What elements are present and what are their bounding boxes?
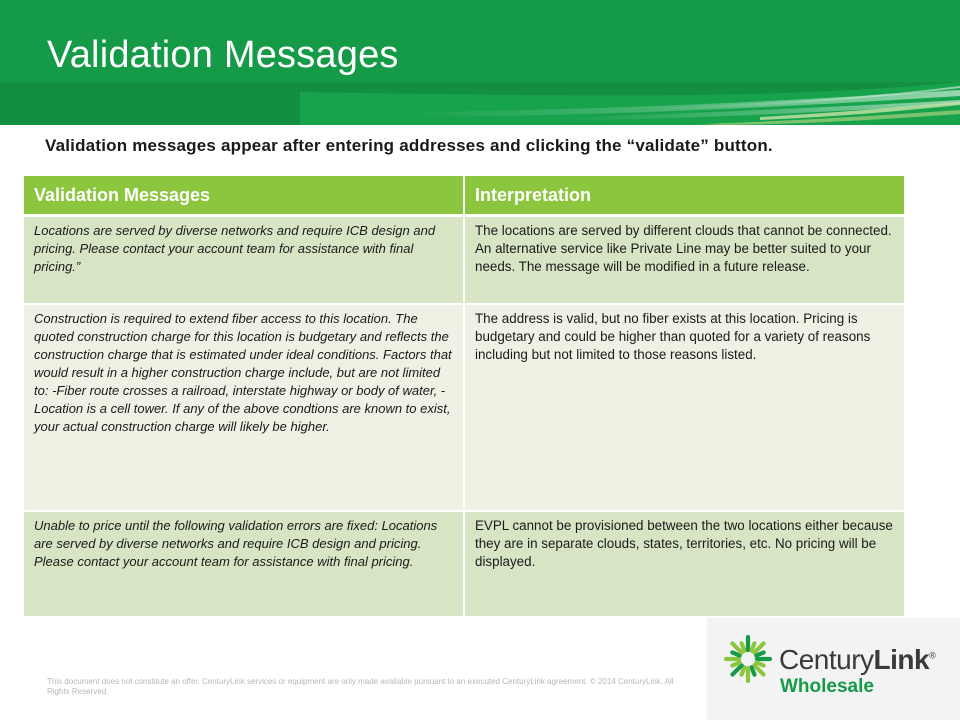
- column-header-validation-messages: Validation Messages: [24, 176, 464, 216]
- sunburst-ray: [751, 667, 754, 674]
- slide-title: Validation Messages: [47, 34, 399, 76]
- sunburst-ray: [741, 667, 744, 674]
- sunburst-ray: [741, 643, 744, 650]
- centurylink-sunburst-icon: [724, 635, 772, 683]
- logo-brand-light: Century: [779, 644, 874, 675]
- validation-table: [24, 176, 904, 618]
- footer-disclaimer: This document does not constitute an offer. CenturyLink services or equipment are only made available pursuant to an executed CenturyLink agreement. © 2014 CenturyLink. All Rights Reserved.: [47, 677, 674, 696]
- table-row: [24, 511, 904, 617]
- table-row: [24, 304, 904, 511]
- table-row: [24, 216, 904, 304]
- sunburst-ray: [756, 652, 763, 655]
- logo-registered-mark: ®: [929, 650, 936, 661]
- sunburst-ray: [732, 652, 739, 655]
- interpretation-cell: The address is valid, but no fiber exists at this location. Pricing is budgetary and could be higher than quoted for a variety of reasons including but not limited to those reasons listed.: [464, 304, 904, 511]
- slide-header: [0, 0, 960, 125]
- logo-brand-bold: Link: [873, 644, 930, 675]
- message-cell: Construction is required to extend fiber access to this location. The quoted construction charge for this location is budgetary and reflects the construction charge that is estimated under ideal conditions. Factors that would result in a higher construction charge include, but are not limited to: -Fiber route crosses a railroad, interstate highway or body of water, -Location is a cell tower. If any of the above condtions are known to exist, your actual construction charge will likely be higher.: [24, 304, 464, 511]
- message-cell: Unable to price until the following validation errors are fixed: Locations are served by diverse networks and require ICB design and pricing. Please contact your account team for assistance with final pricing.: [24, 511, 464, 617]
- message-cell: Locations are served by diverse networks and require ICB design and pricing. Please contact your account team for assistance with final pricing.”: [24, 216, 464, 304]
- centurylink-logo: [707, 618, 960, 720]
- sunburst-ray: [756, 662, 763, 665]
- sunburst-ray: [732, 662, 739, 665]
- logo-wholesale: Wholesale: [780, 676, 874, 697]
- slide-subtitle: Validation messages appear after entering addresses and clicking the “validate” button.: [45, 136, 773, 155]
- interpretation-cell: EVPL cannot be provisioned between the two locations either because they are in separate clouds, states, territories, etc. No pricing will be displayed.: [464, 511, 904, 617]
- interpretation-cell: The locations are served by different clouds that cannot be connected. An alternative service like Private Line may be better suited to your needs. The message will be modified in a future release.: [464, 216, 904, 304]
- table-header-row: [24, 176, 904, 216]
- column-header-interpretation: Interpretation: [464, 176, 904, 216]
- logo-wordmark: [779, 644, 935, 676]
- sunburst-ray: [751, 643, 754, 650]
